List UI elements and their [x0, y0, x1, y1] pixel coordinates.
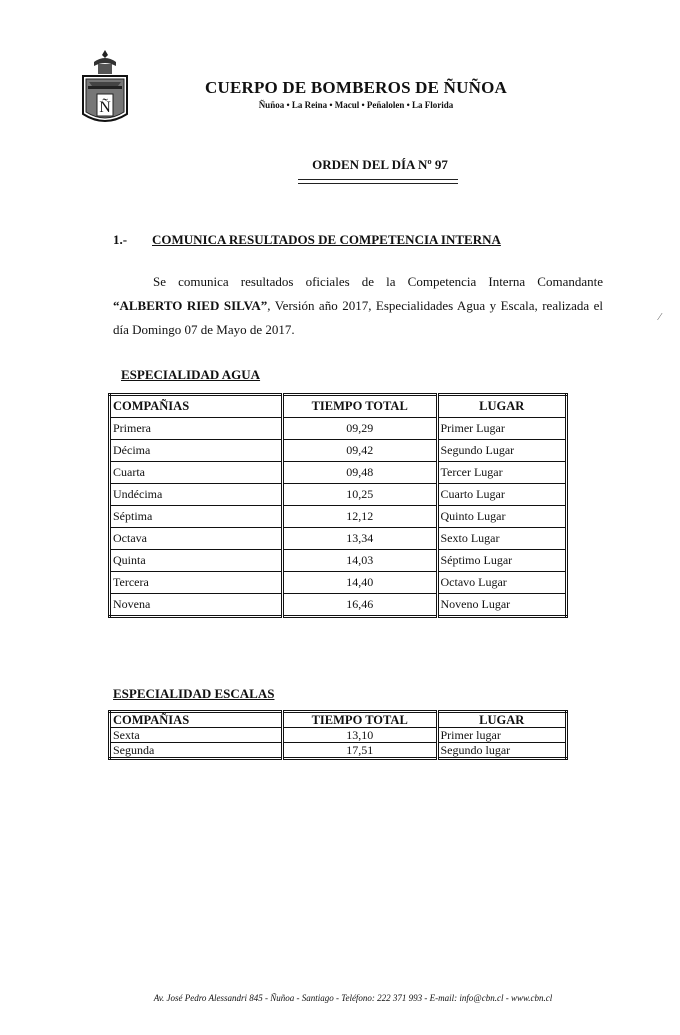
cell-company: Primera [110, 418, 283, 440]
cell-company: Cuarta [110, 462, 283, 484]
cell-company: Décima [110, 440, 283, 462]
table-header-row [110, 712, 567, 728]
header-tiempo: TIEMPO TOTAL [282, 395, 437, 418]
table-row [110, 728, 567, 743]
order-title: ORDEN DEL DÍA Nº 97 [312, 157, 448, 172]
table-row [110, 506, 567, 528]
table-row [110, 594, 567, 617]
header-tiempo: TIEMPO TOTAL [282, 712, 437, 728]
header-lugar: LUGAR [437, 712, 567, 728]
escalas-section-title: ESPECIALIDAD ESCALAS [113, 686, 275, 701]
cell-time: 16,46 [282, 594, 437, 617]
cell-time: 14,03 [282, 550, 437, 572]
cell-time: 12,12 [282, 506, 437, 528]
table-row [110, 484, 567, 506]
cell-company: Tercera [110, 572, 283, 594]
table-row [110, 572, 567, 594]
paragraph-text-1: Se comunica resultados oficiales de la Competencia Interna Comandante [153, 274, 603, 289]
cell-place: Tercer Lugar [437, 462, 567, 484]
organization-communes: Ñuñoa • La Reina • Macul • Peñalolen • La Florida [258, 100, 454, 110]
cell-company: Sexta [110, 728, 283, 743]
cell-place: Noveno Lugar [437, 594, 567, 617]
agua-results-table [108, 393, 568, 618]
paragraph-bold-name: “ALBERTO RIED SILVA” [113, 298, 268, 313]
agua-section-title: ESPECIALIDAD AGUA [121, 367, 261, 382]
table-row [110, 528, 567, 550]
margin-mark: ⁄ [659, 312, 661, 323]
cell-company: Segunda [110, 743, 283, 759]
escalas-results-table [108, 710, 568, 760]
section-title: COMUNICA RESULTADOS DE COMPETENCIA INTERNA [152, 232, 501, 247]
cell-place: Séptimo Lugar [437, 550, 567, 572]
header-companias: COMPAÑIAS [110, 712, 283, 728]
cell-place: Primer Lugar [437, 418, 567, 440]
cell-place: Cuarto Lugar [437, 484, 567, 506]
cell-company: Quinta [110, 550, 283, 572]
table-row [110, 440, 567, 462]
cell-place: Octavo Lugar [437, 572, 567, 594]
cell-place: Segundo Lugar [437, 440, 567, 462]
cell-time: 10,25 [282, 484, 437, 506]
section-number: 1.- [113, 232, 128, 247]
cell-time: 14,40 [282, 572, 437, 594]
table-row [110, 550, 567, 572]
title-underline [298, 179, 458, 184]
paragraph-text-2: , Versión año 2017, Especialidades Agua y Escala, realizada el día Domingo 07 de Mayo de 2017. [113, 298, 603, 337]
cell-company: Undécima [110, 484, 283, 506]
announcement-paragraph [113, 270, 603, 342]
header-companias: COMPAÑIAS [110, 395, 283, 418]
cell-company: Séptima [110, 506, 283, 528]
table-header-row [110, 395, 567, 418]
cell-time: 13,34 [282, 528, 437, 550]
organization-name: CUERPO DE BOMBEROS DE ÑUÑOA [205, 78, 507, 97]
cell-time: 09,48 [282, 462, 437, 484]
cell-place: Segundo lugar [437, 743, 567, 759]
cell-place: Sexto Lugar [437, 528, 567, 550]
cell-place: Quinto Lugar [437, 506, 567, 528]
cell-company: Novena [110, 594, 283, 617]
footer-address: Av. José Pedro Alessandri 845 - Ñuñoa - Santiago - Teléfono: 222 371 993 - E-mail: info@cbn.cl - www.cbn.cl [153, 993, 553, 1003]
logo-letter: Ñ [99, 99, 111, 116]
header-lugar: LUGAR [437, 395, 567, 418]
table-row [110, 743, 567, 759]
table-row [110, 418, 567, 440]
cell-time: 13,10 [282, 728, 437, 743]
table-row [110, 462, 567, 484]
cell-company: Octava [110, 528, 283, 550]
cell-time: 09,29 [282, 418, 437, 440]
cell-time: 09,42 [282, 440, 437, 462]
cell-place: Primer lugar [437, 728, 567, 743]
cell-time: 17,51 [282, 743, 437, 759]
